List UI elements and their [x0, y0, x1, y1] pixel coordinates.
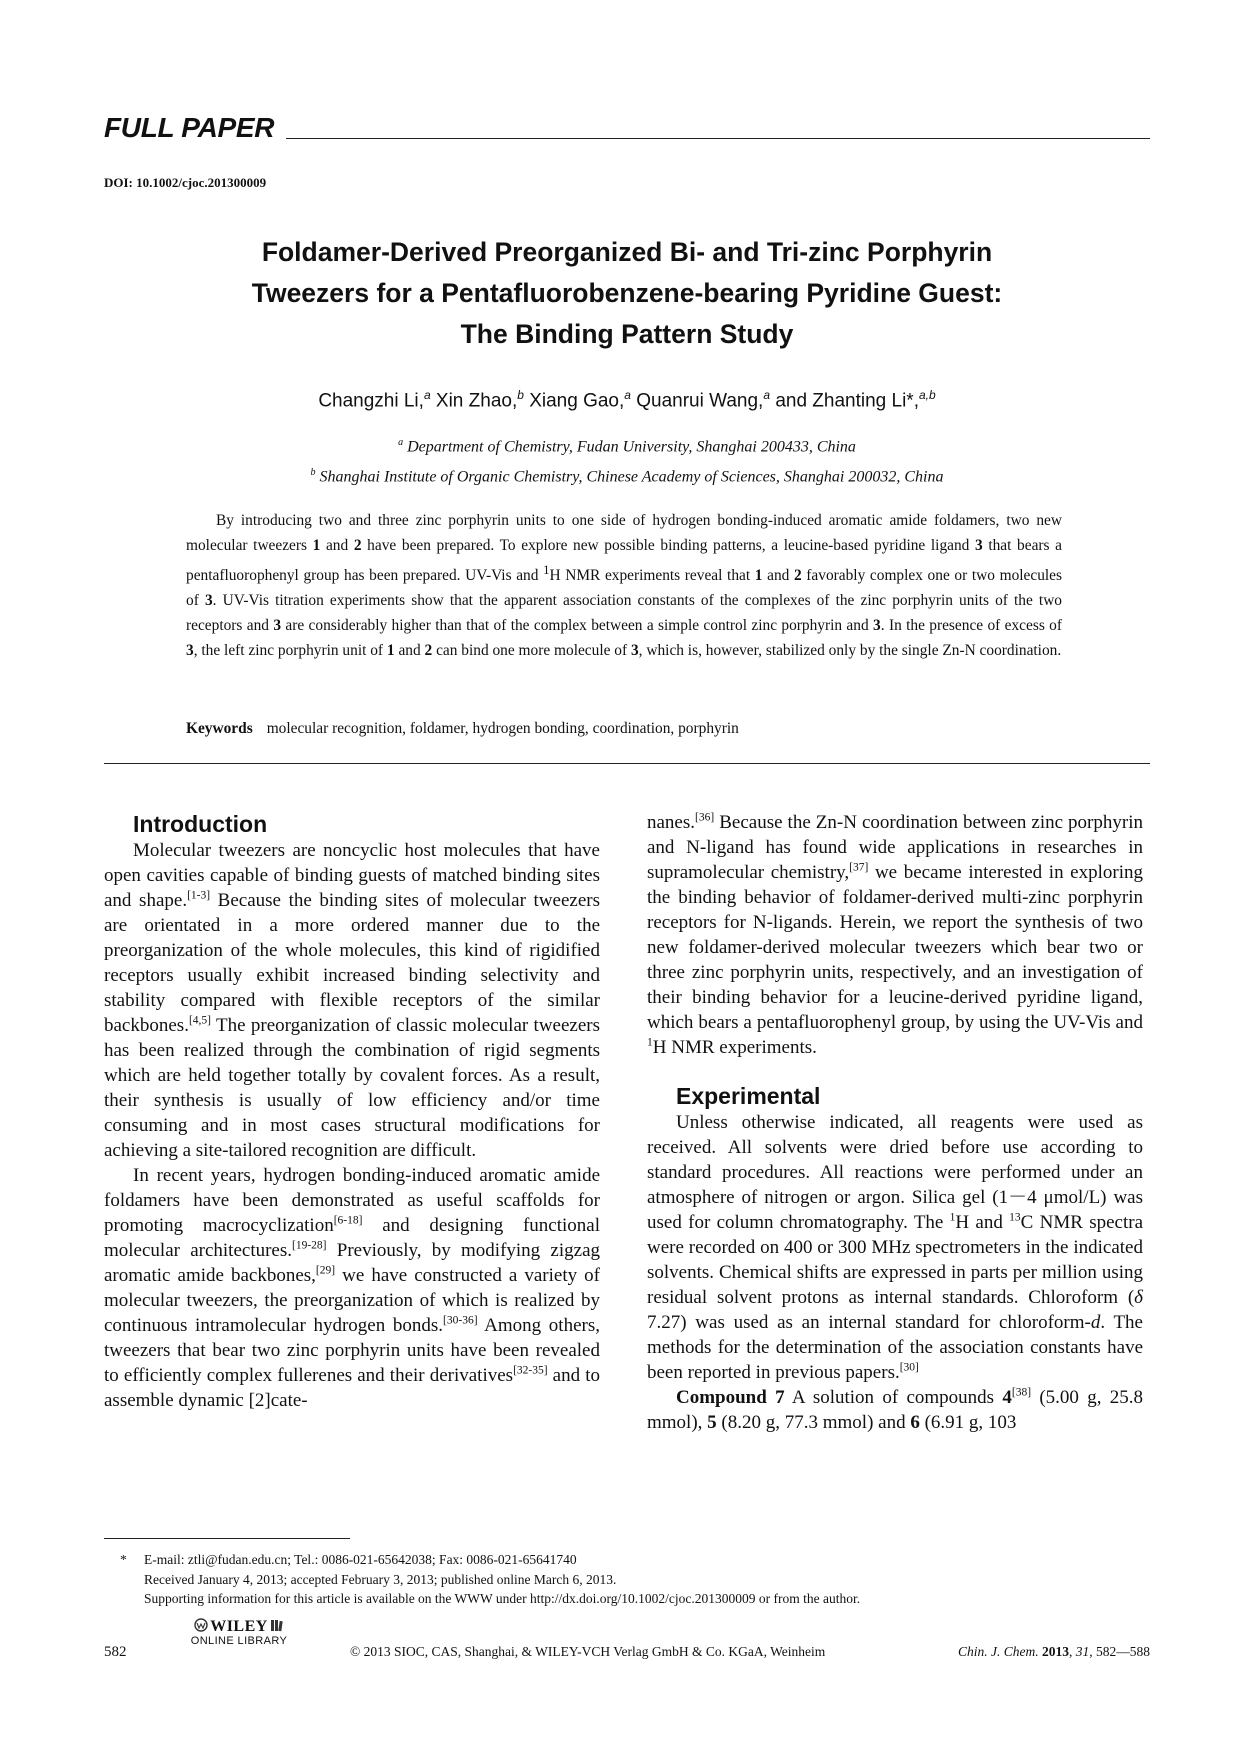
affiliation-mark: a	[398, 437, 404, 448]
author-affiliation-mark: a	[763, 388, 771, 402]
body-text: nanes.	[647, 812, 696, 833]
citation-ref[interactable]: [6-18]	[333, 1214, 363, 1227]
compound-ref: 6	[910, 1412, 920, 1433]
author-affiliation-mark: a	[624, 388, 631, 402]
footnote-line	[120, 1550, 1150, 1570]
abstract-text: By introducing two and three zinc porphyrin units to one side of hydrogen bonding-induced aromatic amide foldamers, two new molecular tweezers	[186, 512, 1062, 554]
abstract-text: favorably complex one or two molecules of	[186, 567, 1062, 610]
journal-name: Chin. J. Chem.	[958, 1644, 1039, 1659]
citation-ref[interactable]: [29]	[315, 1264, 336, 1277]
affiliation-mark: b	[310, 467, 316, 479]
compound-ref: 1	[386, 642, 395, 660]
body-text: H and	[955, 1212, 1010, 1233]
title-line: The Binding Pattern Study	[460, 319, 794, 349]
citation-ref[interactable]: [30-36]	[443, 1314, 478, 1327]
body-paragraph	[647, 810, 1143, 1060]
body-paragraph	[647, 1385, 1143, 1435]
journal-year: 2013	[1042, 1644, 1069, 1659]
title-line: Foldamer-Derived Preorganized Bi- and Tri-zinc Porphyrin	[261, 237, 993, 267]
body-paragraph	[647, 1110, 1143, 1385]
supporting-info[interactable]: Supporting information for this article is available on the WWW under http://dx.doi.org/10.1002/cjoc.201300009 or from the author.	[144, 1591, 861, 1606]
isotope-superscript: 13	[1009, 1211, 1021, 1224]
body-text: C NMR spectra were recorded on 400 or 300 MHz spectrometers in the indicated solvents. Chemical shifts are expressed in parts per million using residual solvent protons as internal standards. Chloroform (	[647, 1212, 1143, 1308]
compound-ref: 1	[312, 537, 321, 554]
affiliation-text: Shanghai Institute of Organic Chemistry, Chinese Academy of Sciences, Shanghai 200032, China	[319, 468, 944, 486]
right-column	[647, 810, 1143, 1435]
compound-ref: 5	[707, 1412, 717, 1433]
author-name: and Zhanting Li*,	[775, 390, 919, 412]
body-text: The preorganization of classic molecular tweezers has been realized through the combination of rigid segments which are held together totally by covalent forces. As a result, their synthesis is usually of low efficiency and/or time consuming and in most cases structural modifications for achieving a site-tailored recognition are difficult.	[104, 1015, 600, 1161]
citation-ref[interactable]: [38]	[1011, 1386, 1032, 1399]
footnote-star: *	[120, 1552, 127, 1567]
affiliation-line	[104, 430, 1150, 460]
author-name: Quanrui Wang,	[636, 390, 764, 412]
received-dates: Received January 4, 2013; accepted February 3, 2013; published online March 6, 2013.	[144, 1571, 617, 1587]
compound-ref: 3	[186, 642, 194, 660]
abstract-text: are considerably higher than that of the complex between a simple control zinc porphyrin and	[281, 617, 874, 635]
abstract-text: and	[394, 642, 425, 660]
author-name: Xiang Gao,	[529, 390, 625, 412]
abstract-text: , which is, however, stabilized only by the single Zn-N coordination.	[638, 642, 1062, 660]
affiliation-line	[104, 460, 1150, 490]
compound-ref: 1	[754, 567, 763, 585]
compound-ref: 2	[424, 642, 433, 660]
abstract-text: . UV-Vis titration experiments show that the apparent association constants of the complexes of the zinc porphyrin units of the two receptors and	[186, 592, 1063, 635]
delta-symbol: δ	[1134, 1287, 1143, 1308]
body-text: (6.91 g, 103	[919, 1412, 1017, 1433]
abstract-text: and	[320, 537, 354, 554]
book-stack-icon	[270, 1618, 284, 1632]
isotope-superscript: 1	[647, 1036, 653, 1049]
abstract-text: H NMR experiments reveal that	[549, 567, 755, 585]
citation-ref[interactable]: [37]	[849, 861, 869, 874]
compound-ref: 3	[630, 642, 639, 660]
journal-citation: Chin. J. Chem. 2013, 31, 582—588	[958, 1644, 1150, 1659]
body-text: In recent years, hydrogen bonding-induced aromatic amide foldamers have been demonstrated as useful scaffolds for promoting macrocyclization	[104, 1165, 600, 1236]
footnotes	[120, 1550, 1150, 1609]
body-text: and designing functional molecular architectures.	[104, 1215, 600, 1261]
wiley-emblem-icon	[194, 1618, 208, 1632]
body-text: (8.20 g, 77.3 mmol) and	[716, 1412, 911, 1433]
body-text: Unless otherwise indicated, all reagents were used as received. All solvents were dried before use according to standard procedures. All reactions were performed under an atmosphere of nitrogen or argon. Silica gel (1－4 μmol/L) was used for column chromatography. The	[647, 1112, 1143, 1233]
affiliation-text: Department of Chemistry, Fudan University, Shanghai 200433, China	[407, 438, 856, 456]
compound-ref: 4	[1002, 1387, 1012, 1408]
body-text: 7.27) was used as an internal standard for chloroform-	[647, 1312, 1091, 1333]
citation-ref[interactable]: [30]	[899, 1361, 919, 1374]
wiley-logo-brand	[184, 1618, 294, 1636]
abstract-text: that bears a pentafluorophenyl group has been prepared. UV-Vis and	[186, 537, 1062, 585]
article-type-header	[104, 110, 1150, 144]
compound-ref: 3	[975, 537, 983, 554]
author-affiliation-mark: b	[517, 388, 524, 402]
footnote-line	[120, 1589, 1150, 1609]
body-text: Molecular tweezers are noncyclic host molecules that have open cavities capable of binding guests of matched binding sites and shape.	[104, 840, 600, 911]
title-line: Tweezers for a Pentafluorobenzene-bearing Pyridine Guest:	[251, 278, 1003, 308]
abstract-text: , the left zinc porphyrin unit of	[193, 642, 387, 660]
compound-ref: 3	[273, 617, 282, 635]
wiley-logo	[184, 1618, 294, 1647]
isotope-superscript: 1	[949, 1211, 956, 1224]
page-number: 582	[104, 1644, 127, 1660]
citation-ref[interactable]: [1-3]	[187, 889, 211, 902]
body-text: H NMR experiments.	[652, 1037, 817, 1058]
citation-ref[interactable]: [4,5]	[188, 1014, 211, 1027]
section-divider	[104, 763, 1150, 764]
footnote-line	[120, 1570, 1150, 1590]
compound-ref: 3	[873, 617, 881, 635]
body-paragraph	[104, 838, 600, 1163]
body-text: Among others, tweezers that bear two zinc porphyrin units have been revealed to efficiently complex fullerenes and their derivatives	[104, 1315, 600, 1386]
compound-heading: Compound 7	[676, 1387, 785, 1408]
abstract-text: . In the presence of excess of	[880, 617, 1062, 635]
left-column	[104, 810, 600, 1413]
author-affiliation-mark: a,b	[918, 388, 936, 402]
isotope-superscript: 1	[543, 563, 550, 577]
author-list	[104, 388, 1150, 412]
paper-title	[104, 232, 1150, 355]
header-rule	[286, 138, 1150, 139]
compound-ref: 2	[353, 537, 362, 554]
body-text: Previously, by modifying zigzag aromatic amide backbones,	[104, 1240, 601, 1286]
body-text: and to assemble dynamic [2]cate-	[104, 1365, 600, 1411]
author-affiliation-mark: a	[423, 388, 431, 402]
author-name: Xin Zhao,	[435, 390, 518, 412]
abstract	[186, 508, 1062, 663]
doi[interactable]: DOI: 10.1002/cjoc.201300009	[104, 175, 267, 190]
body-text: Because the binding sites of molecular tweezers are orientated in a more ordered manner due to the preorganization of the whole molecules, this kind of rigidified receptors usually exhibit increased binding selectivity and stability compared with flexible receptors of the similar backbones.	[104, 890, 600, 1036]
affiliations	[104, 430, 1150, 491]
body-text: A solution of compounds	[784, 1387, 1003, 1408]
copyright: © 2013 SIOC, CAS, Shanghai, & WILEY-VCH Verlag GmbH & Co. KGaA, Weinheim	[350, 1644, 826, 1659]
citation-ref[interactable]: [36]	[695, 811, 715, 824]
body-paragraph	[104, 1163, 600, 1413]
wiley-brand-text: WILEY	[210, 1618, 268, 1635]
author-name: Changzhi Li,	[318, 390, 424, 412]
experimental-heading: Experimental	[676, 1083, 821, 1109]
contact-info[interactable]: E-mail: ztli@fudan.edu.cn; Tel.: 0086-021-65642038; Fax: 0086-021-65641740	[144, 1552, 577, 1567]
compound-ref: 3	[204, 592, 213, 610]
keywords-text: molecular recognition, foldamer, hydrogen bonding, coordination, porphyrin	[266, 720, 739, 737]
journal-pages: , 582—588	[1089, 1644, 1150, 1659]
article-type-label: FULL PAPER	[104, 112, 275, 143]
compound-ref: 2	[793, 567, 802, 585]
citation-ref[interactable]: [19-28]	[292, 1239, 327, 1252]
journal-volume: 31	[1075, 1644, 1090, 1659]
abstract-text: and	[762, 567, 794, 585]
abstract-text: have been prepared. To explore new possible binding patterns, a leucine-based pyridine ligand	[361, 537, 975, 554]
wiley-logo-sub: ONLINE LIBRARY	[190, 1635, 288, 1647]
keywords-label: Keywords	[186, 720, 253, 737]
italic-d: d	[1090, 1312, 1101, 1333]
body-text: Because the Zn-N coordination between zinc porphyrin and N-ligand has found wide applications in researches in supramolecular chemistry,	[647, 812, 1143, 883]
citation-ref[interactable]: [32-35]	[513, 1364, 548, 1377]
page-footer	[104, 1614, 1150, 1664]
body-text: we became interested in exploring the binding behavior of foldamer-derived multi-zinc porphyrin receptors for N-ligands. Herein, we report the synthesis of two new foldamer-derived molecular tweezers which bear two or three zinc porphyrin units, respectively, and an investigation of their binding behavior for a leucine-derived pyridine ligand, which bears a pentafluorophenyl group, by using the UV-Vis and	[647, 862, 1143, 1033]
body-text: (5.00 g, 25.8 mmol),	[647, 1387, 1143, 1433]
keywords	[186, 720, 1062, 738]
footnote-rule	[104, 1538, 350, 1539]
abstract-text: can bind one more molecule of	[432, 642, 631, 660]
body-text: . The methods for the determination of the association constants have been reported in previous papers.	[647, 1312, 1143, 1383]
introduction-heading: Introduction	[133, 811, 268, 837]
body-text: we have constructed a variety of molecular tweezers, the preorganization of which is realized by continuous intramolecular hydrogen bonds.	[104, 1265, 600, 1336]
